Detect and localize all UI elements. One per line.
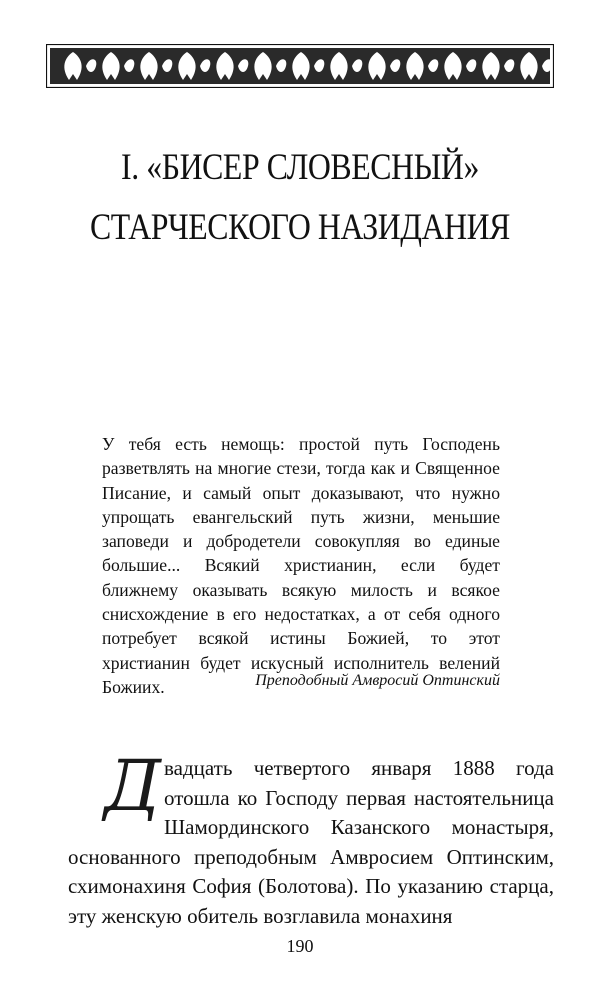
body-paragraph-text: вадцать четвертого января 1888 года отошла ко Господу первая настоятельница Шамординского Казанского монастыря, основанного преподобным Амвросием Оптинским, схимонахиня София (Болотова). По указанию старца, эту женскую обитель возглавила монахиня <box>68 756 554 928</box>
chapter-title-line-1: I. «БИСЕР СЛОВЕСНЫЙ» <box>121 147 479 188</box>
decorative-header-ornament <box>46 44 554 88</box>
drop-cap-letter: Д <box>104 745 161 827</box>
page-number: 190 <box>286 936 314 956</box>
epigraph-text: У тебя есть немощь: простой путь Господень разветвлять на многие стези, тогда как и Священное Писание, и самый опыт доказывают, что нужно упрощать евангельский путь жизни, меньшие заповеди и добродетели совокупляя во единые большие... Всякий христианин, если будет ближнему оказывать всякую милость и всякое снисхождение в его недостатках, а от себя одного потребует всякой истины Божией, то этот христианин будет искусный исполнитель велений Божиих. <box>102 434 500 697</box>
chapter-title-line-2: СТАРЧЕСКОГО НАЗИДАНИЯ <box>90 207 510 248</box>
body-paragraph <box>68 745 554 931</box>
epigraph-author: Преподобный Амвросий Оптинский <box>255 672 500 689</box>
chapter-title <box>76 138 523 258</box>
